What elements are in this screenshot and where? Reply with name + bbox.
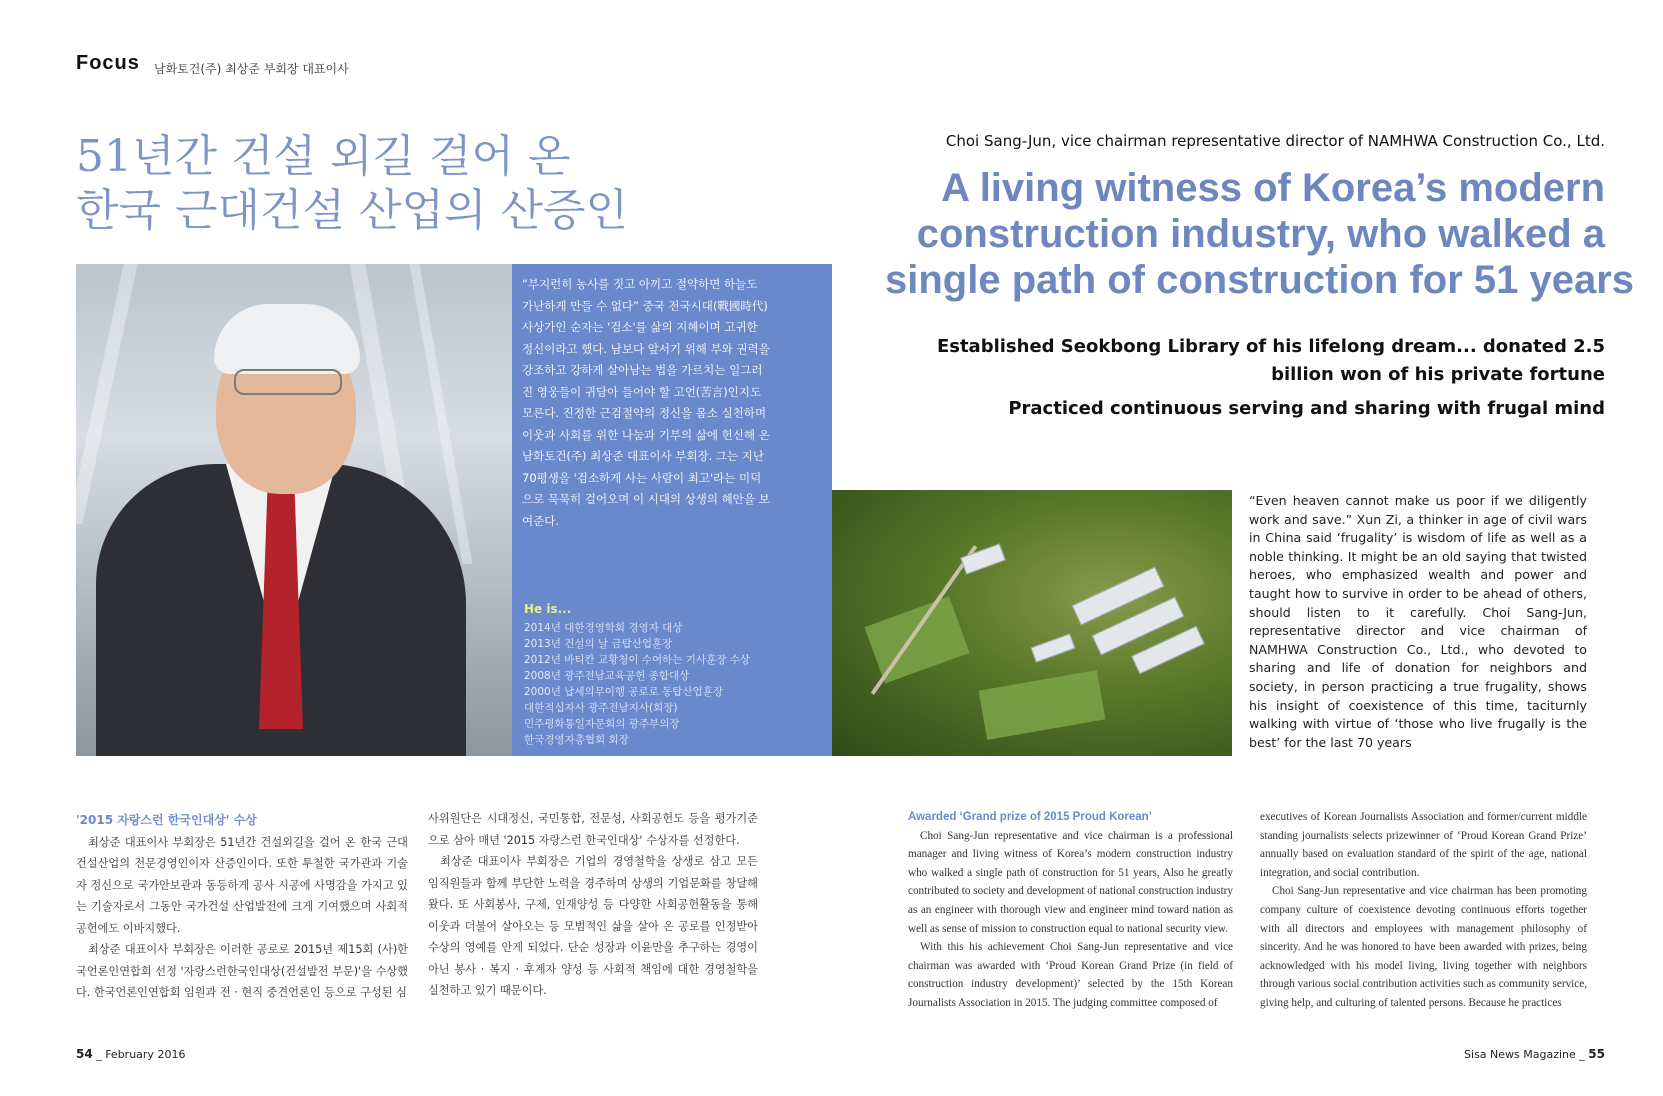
portrait-photo	[76, 264, 512, 756]
korean-headline-line2: 한국 근대건설 산업의 산증인	[76, 185, 629, 236]
quote-box	[512, 264, 832, 756]
footer-left	[76, 1047, 185, 1061]
english-subtitle: Choi Sang-Jun, vice chairman representative director of NAMHWA Construction Co., Ltd.	[945, 132, 1605, 150]
award-item: 2013년 건설의 날 금탑산업훈장	[524, 638, 673, 650]
section-subtitle: 남화토건(주) 최상준 부회장 대표이사	[154, 62, 349, 76]
korean-headline	[76, 130, 628, 238]
korean-paragraph: 사위원단은 시대정신, 국민통합, 전문성, 사회공헌도 등을 평가기준으로 삼아 매년 '2015 자랑스런 한국인대상' 수상자를 선정한다.	[428, 812, 758, 847]
english-headline	[885, 165, 1635, 303]
he-is-label: He is...	[524, 602, 572, 616]
footer-date: February 2016	[105, 1048, 186, 1061]
korean-paragraph: 최상준 대표이사 부회장은 기업의 경영철학을 상생로 삼고 모든 임직원들과 함께 부단한 노력을 경주하며 상생의 기업문화를 창달해 왔다. 또 사회봉사, 구제, 인재양성 등 다양한 사회공헌활동을 통해 이웃과 더불어 살아오는 등 모범적인 삶을 살아 온 공로를 인정받아 수상의 영예를 안게 되었다. 단순 성장과 이윤만을 추구하는 경영이 아닌 봉사 · 복지 · 후계자 양성 등 사회적 책임에 대한 경영철학을 실천하고 있기 때문이다.	[428, 855, 758, 997]
section-label: Focus	[76, 52, 140, 74]
english-quote: “Even heaven cannot make us poor if we diligently work and save.” Xun Zi, a thinker in age of civil wars in China said ‘frugality’ is wisdom of life as well as a noble thinking. It might be an old saying that twisted heroes, who emphasized wealth and power and taught how to survive in order to be ahead of others, should listen to it carefully. Choi Sang-Jun, representative director and vice chairman of NAMHWA Construction Co., Ltd., who devoted to sharing and life of donation for neighbors and society, in person practicing a true frugality, shows his insight of coexistence of this time, taciturnly walking with virtue of ‘those who live frugally is the best’ for the last 70 years	[1249, 493, 1587, 750]
korean-quote: “부지런히 농사를 짓고 아끼고 절약하면 하늘도 가난하게 만들 수 없다” 중국 전국시대(戰國時代) 사상가인 순자는 '검소'를 삶의 지혜이며 고귀한 정신이라고 했다. 남보다 앞서기 위해 부와 권력을 강조하고 강하게 살아남는 법을 가르치는 일그러진 영웅들이 귀담아 들어야 할 고언(苦言)인지도 모른다. 진정한 근검절약의 정신을 몸소 실천하며 이웃과 사회를 위한 나눔과 기부의 삶에 헌신해 온 남화토건(주) 최상준 대표이사 부회장. 그는 지난 70평생을 '검소하게 사는 사람이 최고'라는 미덕으로 묵묵히 걸어오며 이 시대의 상생의 혜안을 보여준다.	[522, 277, 770, 528]
english-column-2	[1260, 808, 1587, 1013]
award-item: 2000년 납세의무이행 공로로 동탑산업훈장	[524, 686, 724, 698]
aerial-building	[1031, 633, 1076, 662]
award-item: 민주평화통일자문회의 광주부의장	[524, 718, 680, 730]
aerial-field	[979, 670, 1106, 740]
footer-separator: _	[1579, 1048, 1585, 1061]
award-item: 2008년 광주전남교육공헌 종합대상	[524, 670, 690, 682]
english-paragraph: Choi Sang-Jun representative and vice chairman is a professional manager and living witness of Korea’s modern construction industry who walked a single path of construction for 51 years, Also he greatly contributed to society and development of national construction industry as an engineer with thorough view and engineer mind toward nation as well as sense of mission to construction equal to national security view.	[908, 829, 1233, 935]
english-dek-2: Practiced continuous serving and sharing with frugal mind	[1008, 398, 1605, 419]
english-headline-line1: A living witness of Korea’s modern	[941, 166, 1605, 210]
aerial-building	[960, 543, 1006, 574]
korean-headline-line1: 51년간 건설 외길 걸어 온	[76, 131, 571, 182]
award-item: 한국경영자총협회 회장	[524, 734, 629, 746]
korean-column-1	[76, 810, 408, 1004]
footer-magazine: Sisa News Magazine	[1464, 1048, 1576, 1061]
award-item: 대한적십자사 광주전남지사(회장)	[524, 702, 678, 714]
english-paragraph: executives of Korean Journalists Association and former/current middle standing journalists selects prizewinner of ‘Proud Korean Grand Prize’ annually based on evaluation standard of the spirit of the age, national integration, and social contribution.	[1260, 811, 1587, 879]
page-number-left: 54	[76, 1047, 93, 1061]
korean-section-heading: '2015 자랑스런 한국인대상' 수상	[76, 813, 257, 827]
english-dek: Established Seokbong Library of his lifelong dream... donated 2.5 billion won of his private fortune	[936, 336, 1605, 385]
award-item: 2012년 바티칸 교황청이 수여하는 기사훈장 수상	[524, 654, 750, 666]
english-paragraph: Choi Sang-Jun representative and vice chairman has been promoting company culture of coexistence devoting continuous efforts together with all directors and employees with management philosophy of sincerity. And he was honored to have been awarded with prizes, being acknowledged with his model living, living together with neighbors through various social contribution activities such as community service, giving help, and culturing of talented persons. Because he practices	[1260, 885, 1587, 1009]
english-headline-line2: construction industry, who walked a	[916, 212, 1605, 256]
korean-paragraph: 최상준 대표이사 부회장은 이러한 공로로 2015년 제15회 (사)한국언론인연합회 선정 '자랑스런한국인대상(건설발전 부문)'을 수상했다. 한국언론인연합회 임원과 전 · 현직 중견언론인 등으로 구성된 심	[76, 943, 408, 999]
portrait-hair	[214, 304, 360, 374]
korean-paragraph: 최상준 대표이사 부회장은 51년간 건설외길을 걸어 온 한국 근대건설산업의 전문경영인이자 산증인이다. 또한 투철한 국가관과 기술자 정신으로 국가안보관과 동등하게 공사 시공에 사명감을 가지고 있는 기술자로서 그동안 국가건설 산업발전에 크게 기여했으며 사회적 공헌에도 이바지했다.	[76, 835, 408, 935]
aerial-field	[864, 596, 969, 683]
english-headline-line3: single path of construction for 51 years	[885, 258, 1635, 302]
award-item: 2014년 대한경영학회 경영자 대상	[524, 622, 683, 634]
english-column-1	[908, 808, 1233, 1013]
korean-column-2	[428, 808, 758, 1002]
photo-beam	[76, 264, 138, 524]
portrait-glasses	[234, 369, 342, 395]
awards-list	[524, 620, 784, 748]
aerial-photo	[832, 490, 1232, 756]
english-paragraph: With this his achievement Choi Sang-Jun representative and vice chairman was awarded with ‘Proud Korean Grand Prize (in field of construction industry development)’ selected by the 15th Korean Journalists Association in 2015. The judging committee composed of	[908, 941, 1233, 1009]
page-number-right: 55	[1588, 1047, 1605, 1061]
english-section-heading: Awarded ‘Grand prize of 2015 Proud Korean’	[908, 811, 1152, 823]
footer-right	[1464, 1047, 1605, 1061]
footer-separator: _	[96, 1048, 102, 1061]
